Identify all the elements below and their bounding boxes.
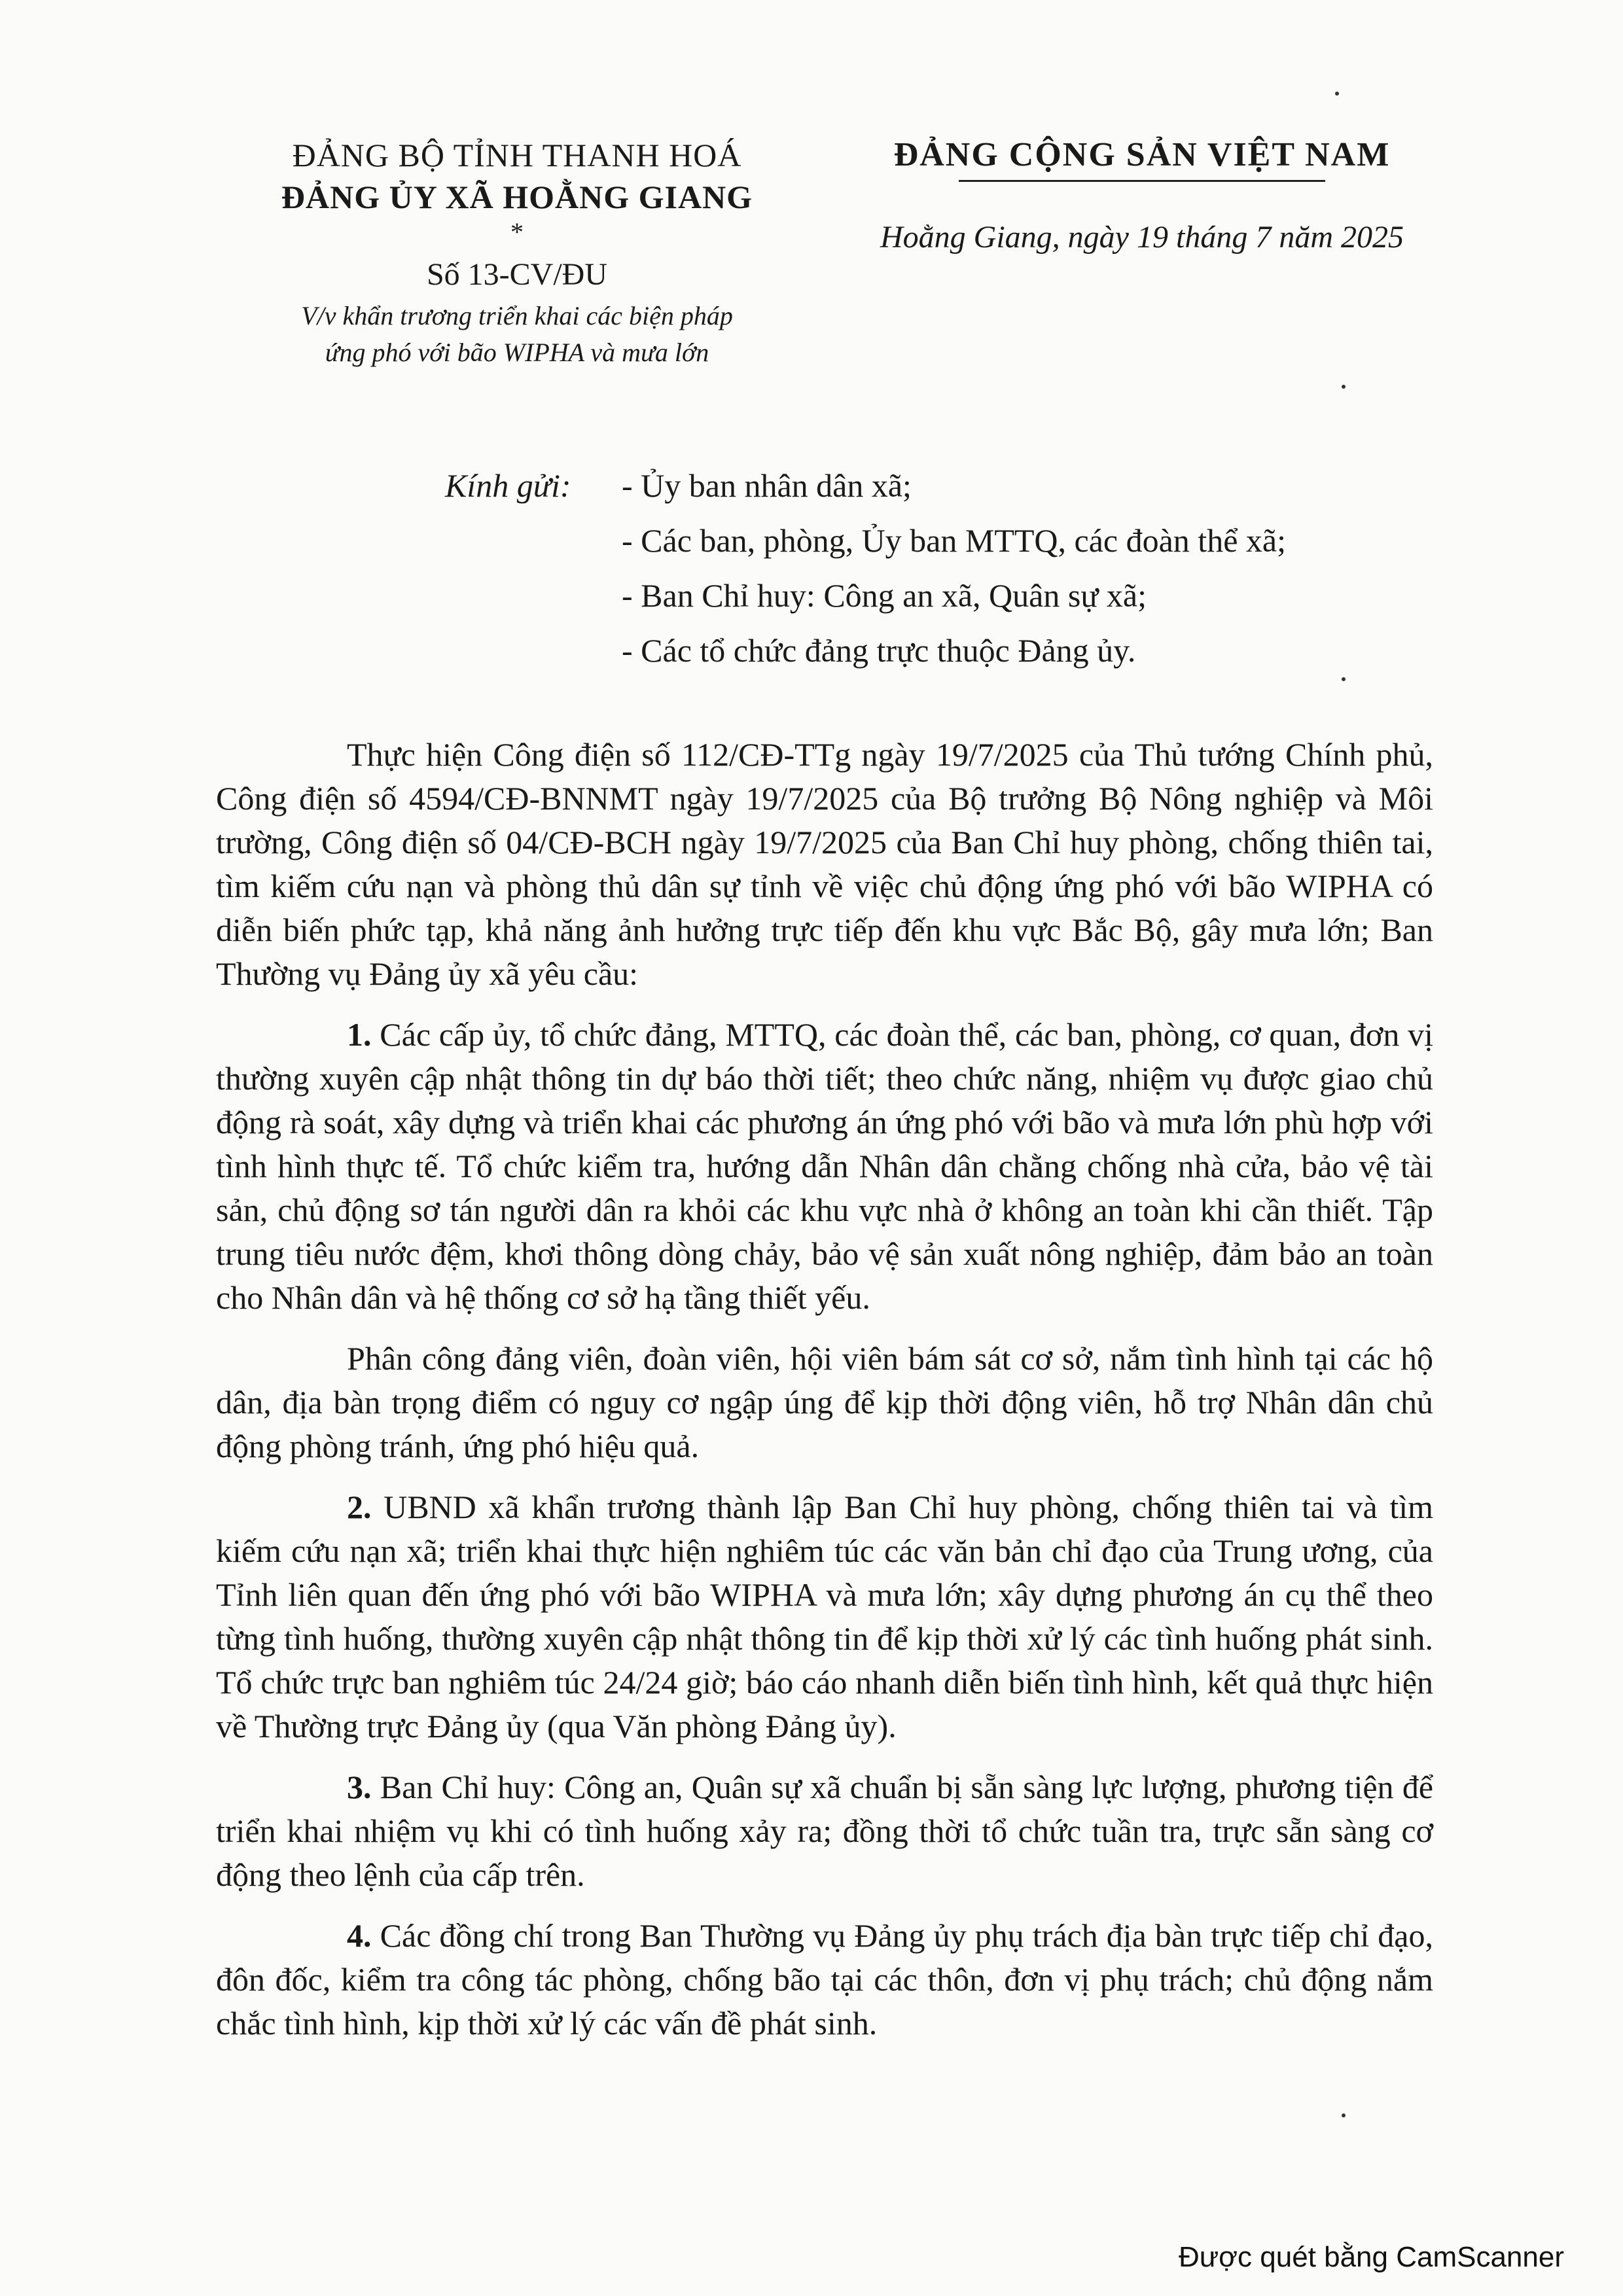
document-subject-line2: ứng phó với bão WIPHA và mưa lớn bbox=[325, 338, 709, 367]
party-national-title: ĐẢNG CỘNG SẢN VIỆT NAM bbox=[893, 136, 1391, 173]
paragraph-2-text: UBND xã khẩn trương thành lập Ban Chỉ huy phòng, chống thiên tai và tìm kiếm cứu nạn xã; triển khai thực hiện nghiêm túc các văn bản chỉ đạo của Trung ương, của Tỉnh liên quan đến ứng phó với bão WIPHA và mưa lớn; xây dựng phương án cụ thể theo từng tình huống, thường xuyên cập nhật thông tin để kịp thời xử lý các tình huống phát sinh. Tổ chức trực ban nghiêm túc 24/24 giờ; báo cáo nhanh diễn biến tình hình, kết quả thực hiện về Thường trực Đảng ủy (qua Văn phòng Đảng ủy). bbox=[216, 1489, 1433, 1744]
recipient-item: - Các ban, phòng, Ủy ban MTTQ, các đoàn thể xã; bbox=[622, 522, 1286, 559]
provincial-party-committee: ĐẢNG BỘ TỈNH THANH HOÁ bbox=[292, 137, 742, 173]
recipients-label: Kính gửi: bbox=[445, 467, 571, 504]
paragraph-4-number: 4. bbox=[347, 1917, 372, 1954]
paragraph-1b: Phân công đảng viên, đoàn viên, hội viên bám sát cơ sở, nắm tình hình tại các hộ dân, địa bàn trọng điểm có nguy cơ ngập úng để kịp thời động viên, hỗ trợ Nhân dân chủ động phòng tránh, ứng phó hiệu quả. bbox=[216, 1340, 1433, 1464]
intro-paragraph: Thực hiện Công điện số 112/CĐ-TTg ngày 19/7/2025 của Thủ tướng Chính phủ, Công điện số 4594/CĐ-BNNMT ngày 19/7/2025 của Bộ trưởng Bộ Nông nghiệp và Môi trường, Công điện số 04/CĐ-BCH ngày 19/7/2025 của Ban Chỉ huy phòng, chống thiên tai, tìm kiếm cứu nạn và phòng thủ dân sự tỉnh về việc chủ động ứng phó với bão WIPHA có diễn biến phức tạp, khả năng ảnh hưởng trực tiếp đến khu vực Bắc Bộ, gây mưa lớn; Ban Thường vụ Đảng ủy xã yêu cầu: bbox=[216, 736, 1433, 992]
paragraph-1-text: Các cấp ủy, tổ chức đảng, MTTQ, các đoàn thể, các ban, phòng, cơ quan, đơn vị thường xuyên cập nhật thông tin dự báo thời tiết; theo chức năng, nhiệm vụ được giao chủ động rà soát, xây dựng và triển khai các phương án ứng phó với bão và mưa lớn phù hợp với tình hình thực tế. Tổ chức kiểm tra, hướng dẫn Nhân dân chằng chống nhà cửa, bảo vệ tài sản, chủ động sơ tán người dân ra khỏi các khu vực nhà ở không an toàn khi cần thiết. Tập trung tiêu nước đệm, khơi thông dòng chảy, bảo vệ sản xuất nông nghiệp, đảm bảo an toàn cho Nhân dân và hệ thống cơ sở hạ tầng thiết yếu. bbox=[216, 1016, 1434, 1316]
paragraph-4-text: Các đồng chí trong Ban Thường vụ Đảng ủy phụ trách địa bàn trực tiếp chỉ đạo, đôn đốc, kiểm tra công tác phòng, chống bão tại các thôn, đơn vị phụ trách; chủ động nắm chắc tình hình, kịp thời xử lý các vấn đề phát sinh. bbox=[216, 1917, 1433, 2041]
commune-party-committee: ĐẢNG ỦY XÃ HOẰNG GIANG bbox=[281, 179, 753, 215]
paragraph-2-number: 2. bbox=[347, 1489, 372, 1525]
recipient-item: - Ban Chỉ huy: Công an xã, Quân sự xã; bbox=[622, 577, 1147, 614]
document-number: Số 13-CV/ĐU bbox=[426, 257, 608, 292]
title-underline bbox=[959, 180, 1325, 182]
issuing-authority-block bbox=[249, 134, 785, 371]
scan-speck bbox=[1335, 92, 1339, 96]
paragraph-1 bbox=[216, 1013, 1433, 1320]
paragraph-3-text: Ban Chỉ huy: Công an, Quân sự xã chuẩn bị sẵn sàng lực lượng, phương tiện để triển khai nhiệm vụ khi có tình huống xảy ra; đồng thời tổ chức tuần tra, trực sẵn sàng cơ động theo lệnh của cấp trên. bbox=[216, 1769, 1434, 1893]
document-subject-line1: V/v khẩn trương triển khai các biện pháp bbox=[301, 301, 733, 330]
paragraph-3-number: 3. bbox=[347, 1769, 372, 1805]
national-header-block bbox=[831, 134, 1453, 260]
recipient-item: - Các tổ chức đảng trực thuộc Đảng ủy. bbox=[622, 632, 1136, 669]
scan-speck bbox=[1342, 385, 1346, 389]
recipients-list bbox=[622, 458, 1472, 678]
recipient-item: - Ủy ban nhân dân xã; bbox=[622, 467, 912, 504]
paragraph-3 bbox=[216, 1765, 1433, 1897]
scan-speck bbox=[1342, 2113, 1346, 2117]
document-body bbox=[216, 733, 1433, 2062]
separator-star: * bbox=[510, 217, 524, 247]
paragraph-1-number: 1. bbox=[347, 1016, 372, 1053]
paragraph-2 bbox=[216, 1485, 1433, 1748]
scan-speck bbox=[1342, 677, 1346, 681]
camscanner-watermark: Được quét bằng CamScanner bbox=[1178, 2241, 1564, 2273]
paragraph-4 bbox=[216, 1914, 1433, 2045]
place-date: Hoằng Giang, ngày 19 tháng 7 năm 2025 bbox=[880, 220, 1404, 255]
